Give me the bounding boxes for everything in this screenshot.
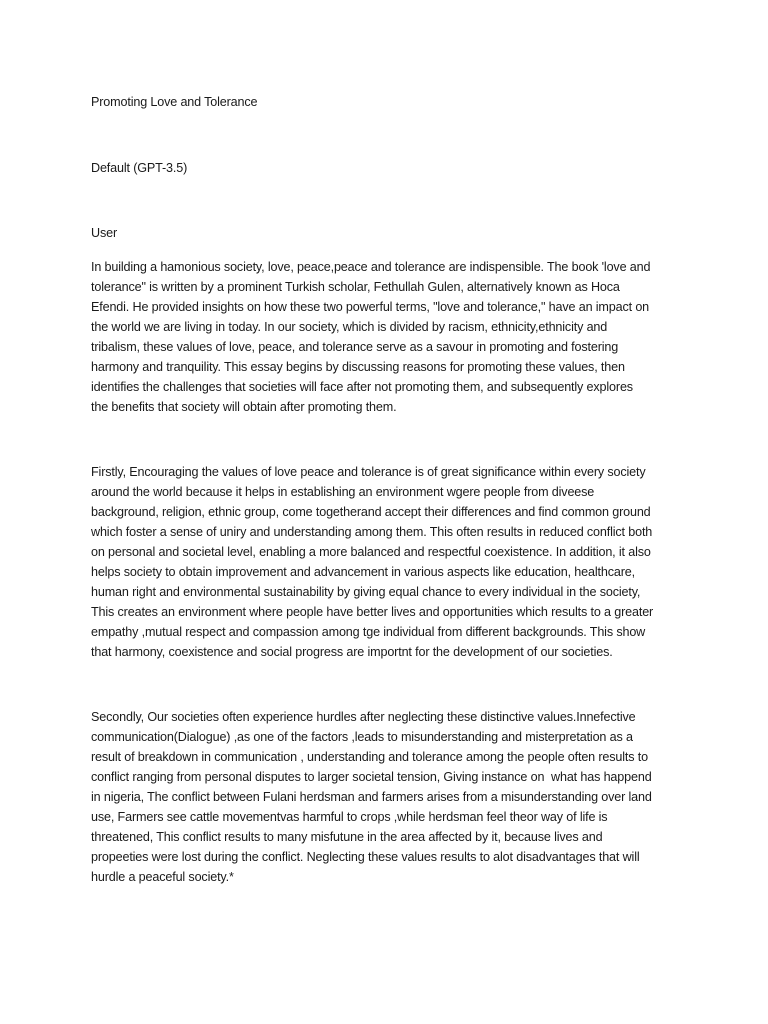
paragraph-line: propeeties were lost during the conflict. Neglecting these values results to alot disadvantages that will	[91, 850, 640, 864]
paragraph-introduction	[91, 257, 650, 417]
paragraph-line: empathy ,mutual respect and compassion among tge individual from different backgrounds. This show	[91, 625, 646, 639]
paragraph-line: In building a hamonious society, love, peace,peace and tolerance are indispensible. The book 'love and	[91, 260, 651, 274]
paragraph-line: Firstly, Encouraging the values of love peace and tolerance is of great significance within every society	[91, 465, 646, 479]
paragraph-line: harmony and tranquility. This essay begins by discussing reasons for promoting these values, then	[91, 360, 625, 374]
paragraph-line: result of breakdown in communication , understanding and tolerance among the people often results to	[91, 750, 648, 764]
paragraph-line: which foster a sense of uniry and understanding among them. This often results in reduced conflict both	[91, 525, 653, 539]
paragraph-line: threatened, This conflict results to many misfutune in the area affected by it, because lives and	[91, 830, 603, 844]
paragraph-secondly	[91, 707, 652, 887]
paragraph-line: conflict ranging from personal disputes to larger societal tension, Giving instance on what has happend	[91, 770, 652, 784]
paragraph-line: hurdle a peaceful society.*	[91, 870, 234, 884]
paragraph-line: tolerance" is written by a prominent Turkish scholar, Fethullah Gulen, alternatively known as Hoca	[91, 280, 620, 294]
paragraph-line: in nigeria, The conflict between Fulani herdsman and farmers arises from a misunderstanding over land	[91, 790, 652, 804]
paragraph-line: helps society to obtain improvement and advancement in various aspects like education, healthcare,	[91, 565, 635, 579]
paragraph-firstly	[91, 462, 653, 662]
paragraph-line: human right and environmental sustainability by giving equal chance to every individual in the society,	[91, 585, 641, 599]
paragraph-line: Secondly, Our societies often experience hurdles after neglecting these distinctive values.Innefective	[91, 710, 636, 724]
paragraph-line: the world we are living in today. In our society, which is divided by racism, ethnicity,ethnicity and	[91, 320, 608, 334]
paragraph-line: This creates an environment where people have better lives and opportunities which results to a greater	[91, 605, 654, 619]
paragraph-line: identifies the challenges that societies will face after not promoting them, and subsequently explores	[91, 380, 633, 394]
paragraph-line: the benefits that society will obtain after promoting them.	[91, 400, 397, 414]
paragraph-line: Efendi. He provided insights on how these two powerful terms, "love and tolerance," have an impact on	[91, 300, 650, 314]
paragraph-line: background, religion, ethnic group, come togetherand accept their differences and find common ground	[91, 505, 651, 519]
paragraph-line: on personal and societal level, enabling a more balanced and respectful coexistence. In addition, it also	[91, 545, 651, 559]
paragraph-line: around the world because it helps in establishing an environment wgere people from diveese	[91, 485, 595, 499]
paragraph-line: communication(Dialogue) ,as one of the factors ,leads to misunderstanding and misterpretation as a	[91, 730, 633, 744]
paragraph-line: tribalism, these values of love, peace, and tolerance serve as a savour in promoting and fostering	[91, 340, 619, 354]
document-title: Promoting Love and Tolerance	[91, 95, 258, 109]
paragraph-line: that harmony, coexistence and social progress are importnt for the development of our societies.	[91, 645, 613, 659]
model-label: Default (GPT-3.5)	[91, 161, 188, 175]
speaker-label: User	[91, 226, 117, 240]
paragraph-line: use, Farmers see cattle movementvas harmful to crops ,while herdsman feel theor way of life is	[91, 810, 608, 824]
